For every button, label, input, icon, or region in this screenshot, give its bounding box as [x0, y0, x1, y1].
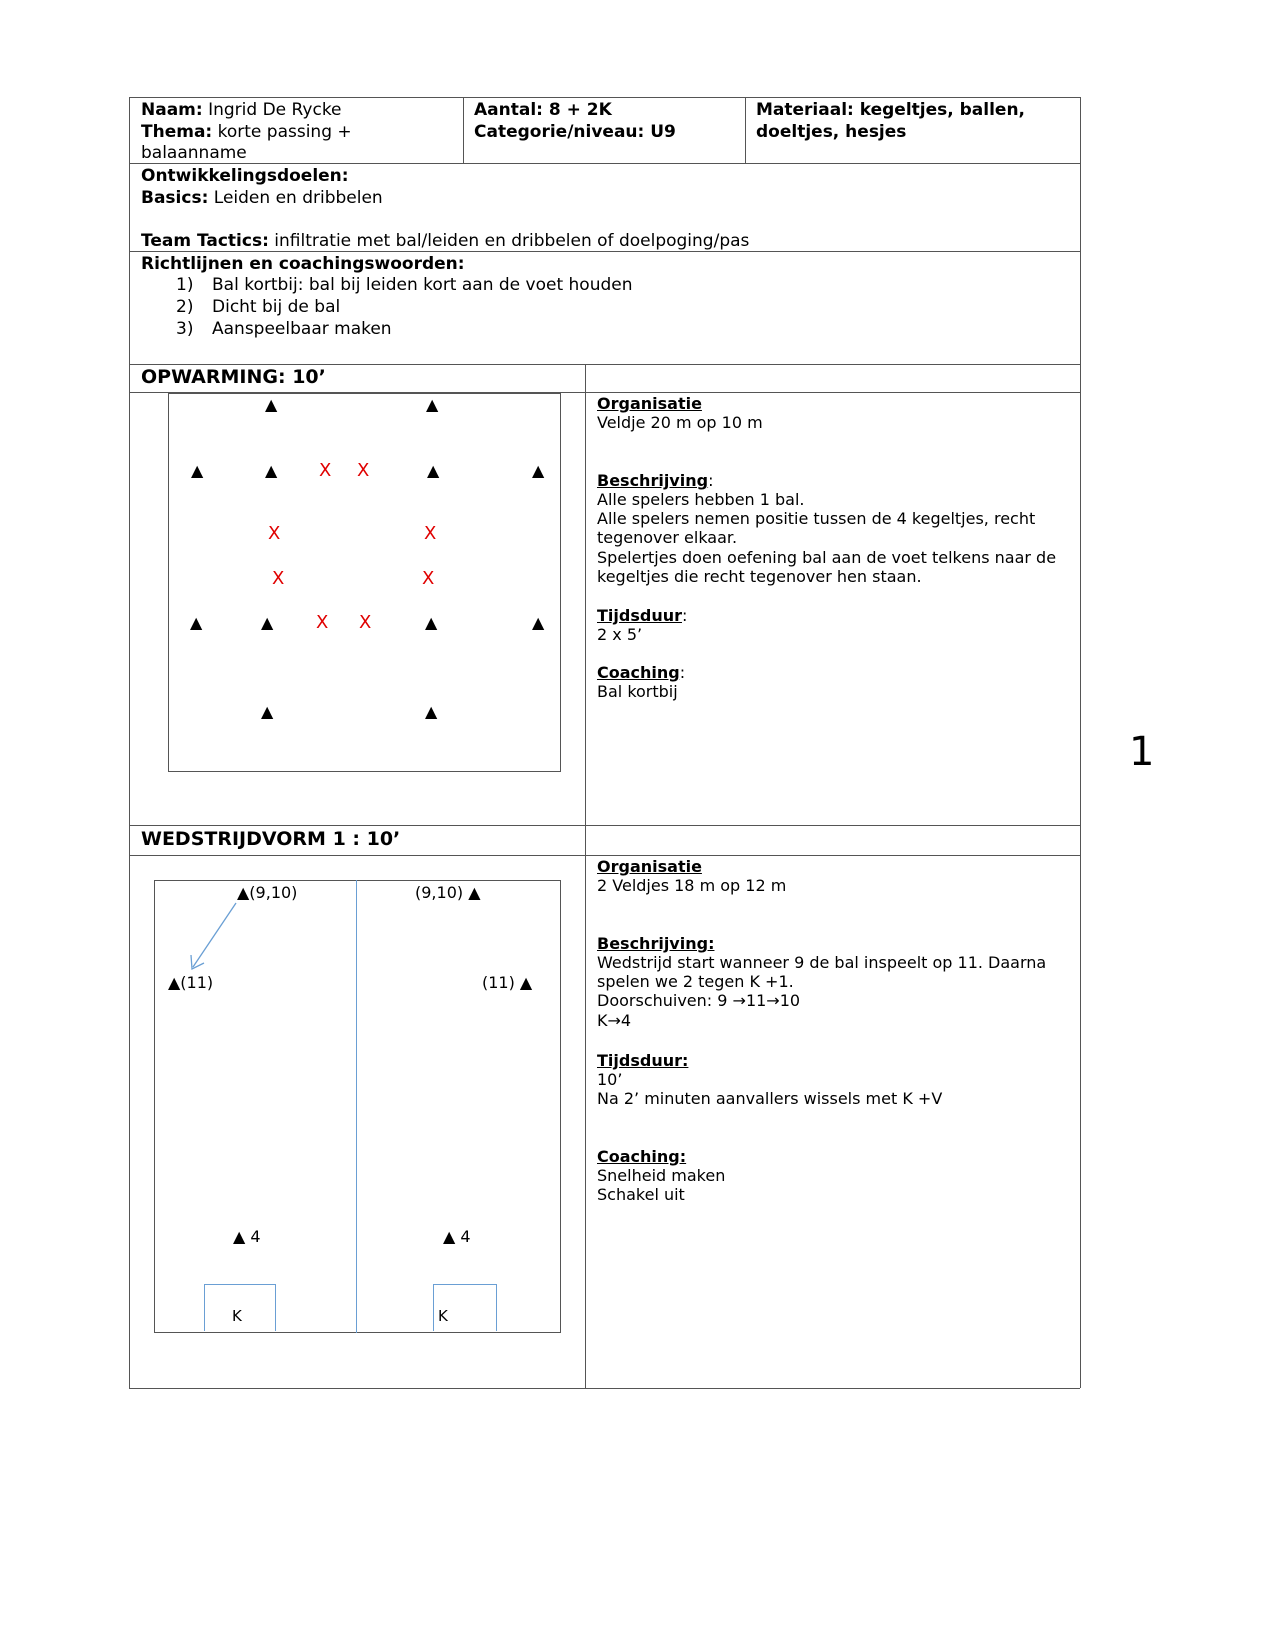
- beschrijving-line: K→4: [597, 1011, 632, 1030]
- cone-icon: ▲: [425, 702, 438, 721]
- player-marker: X: [357, 460, 370, 481]
- cone-label-11-right: (11) ▲: [482, 973, 533, 992]
- beschrijving-line: Doorschuiven: 9 →11→10: [597, 991, 801, 1010]
- richtlijn-num-2: 2): [176, 297, 194, 317]
- aantal-label: Aantal: 8 + 2K: [474, 100, 612, 120]
- beschrijving-line: kegeltjes die recht tegenover hen staan.: [597, 567, 922, 586]
- tijdsduur-line: 10’: [597, 1070, 623, 1089]
- organisatie-label: Organisatie: [597, 394, 702, 413]
- cone-icon: ▲: [532, 461, 545, 480]
- player-marker: X: [272, 568, 285, 589]
- cone-icon: ▲: [532, 613, 545, 632]
- tijdsduur-colon: :: [681, 606, 688, 625]
- coaching-colon: :: [679, 663, 686, 682]
- cone-label-11-left: ▲(11): [168, 973, 214, 992]
- beschrijving-line: Alle spelers hebben 1 bal.: [597, 490, 805, 509]
- coaching-value: Bal kortbij: [597, 682, 678, 701]
- cone-icon: ▲: [265, 395, 278, 414]
- thema-value: korte passing +: [217, 122, 352, 142]
- tijdsduur-value: 2 x 5’: [597, 625, 643, 644]
- organisatie-value: 2 Veldjes 18 m op 12 m: [597, 876, 787, 895]
- richtlijn-text-3: Aanspeelbaar maken: [212, 319, 392, 339]
- beschrijving-line: Alle spelers nemen positie tussen de 4 kegeltjes, recht: [597, 509, 1036, 528]
- coaching-line: Schakel uit: [597, 1185, 685, 1204]
- naam-label: Naam:: [141, 100, 203, 120]
- richtlijn-text-2: Dicht bij de bal: [212, 297, 341, 317]
- richtlijn-num-1: 1): [176, 275, 194, 295]
- keeper-label-right: K: [438, 1307, 448, 1325]
- organisatie-value: Veldje 20 m op 10 m: [597, 413, 763, 432]
- materiaal-line1: Materiaal: kegeltjes, ballen,: [756, 100, 1026, 120]
- coaching-label: Coaching:: [597, 1147, 687, 1166]
- beschrijving-line: tegenover elkaar.: [597, 528, 738, 547]
- basics-line: [141, 187, 383, 209]
- beschrijving-colon: :: [708, 471, 714, 490]
- opwarming-field: [168, 393, 561, 772]
- beschrijving-line: spelen we 2 tegen K +1.: [597, 972, 794, 991]
- naam-line: [141, 99, 342, 121]
- player-marker: X: [359, 612, 372, 633]
- tijdsduur-line: Na 2’ minuten aanvallers wissels met K +V: [597, 1089, 943, 1108]
- beschrijving-line: Wedstrijd start wanneer 9 de bal inspeelt op 11. Daarna: [597, 953, 1047, 972]
- cone-icon: ▲: [427, 461, 440, 480]
- doelen-title: Ontwikkelingsdoelen:: [141, 166, 349, 186]
- thema-label: Thema:: [141, 122, 213, 142]
- team-tactics-label: Team Tactics:: [141, 231, 269, 251]
- player-marker: X: [424, 523, 437, 544]
- page-number: 1: [1129, 729, 1155, 775]
- tijdsduur-label: Tijdsduur:: [597, 1051, 689, 1070]
- cone-label-910-right: (9,10) ▲: [415, 883, 481, 902]
- cone-icon: ▲: [426, 395, 439, 414]
- cone-label-910-left: ▲(9,10): [237, 883, 298, 902]
- player-marker: X: [268, 523, 281, 544]
- field-divider: [356, 880, 357, 1333]
- keeper-label-left: K: [232, 1307, 242, 1325]
- categorie-label: Categorie/niveau: U9: [474, 122, 676, 142]
- cone-icon: ▲: [265, 461, 278, 480]
- team-tactics-line: [141, 230, 749, 252]
- wedstrijdvorm-title: WEDSTRIJDVORM 1 : 10’: [141, 828, 401, 850]
- coaching-line: Snelheid maken: [597, 1166, 726, 1185]
- richtlijn-num-3: 3): [176, 319, 194, 339]
- cone-icon: ▲: [191, 461, 204, 480]
- tijdsduur-label: Tijdsduur: [597, 606, 682, 625]
- player-marker: X: [319, 460, 332, 481]
- cone-icon: ▲: [261, 702, 274, 721]
- thema-value-continued: balaanname: [141, 143, 247, 163]
- materiaal-line2: doeltjes, hesjes: [756, 122, 907, 142]
- cone-icon: ▲: [425, 613, 438, 632]
- cone-icon: ▲: [261, 613, 274, 632]
- pass-arrow-icon: [180, 895, 250, 980]
- richtlijnen-title: Richtlijnen en coachingswoorden:: [141, 254, 465, 274]
- basics-label: Basics:: [141, 188, 209, 208]
- opwarming-title: OPWARMING: 10’: [141, 366, 326, 388]
- team-tactics-value: infiltratie met bal/leiden en dribbelen of doelpoging/pas: [274, 231, 750, 251]
- beschrijving-label: Beschrijving:: [597, 934, 715, 953]
- organisatie-label: Organisatie: [597, 857, 702, 876]
- cone-icon: ▲: [190, 613, 203, 632]
- thema-line: [141, 121, 352, 143]
- player-marker: X: [316, 612, 329, 633]
- coaching-label: Coaching: [597, 663, 680, 682]
- player-marker: X: [422, 568, 435, 589]
- naam-value: Ingrid De Rycke: [208, 100, 342, 120]
- basics-value: Leiden en dribbelen: [213, 188, 383, 208]
- beschrijving-line: Spelertjes doen oefening bal aan de voet telkens naar de: [597, 548, 1057, 567]
- cone-label-4-right: ▲ 4: [443, 1227, 471, 1246]
- richtlijn-text-1: Bal kortbij: bal bij leiden kort aan de voet houden: [212, 275, 633, 295]
- cone-label-4-left: ▲ 4: [233, 1227, 261, 1246]
- beschrijving-label: Beschrijving: [597, 471, 709, 490]
